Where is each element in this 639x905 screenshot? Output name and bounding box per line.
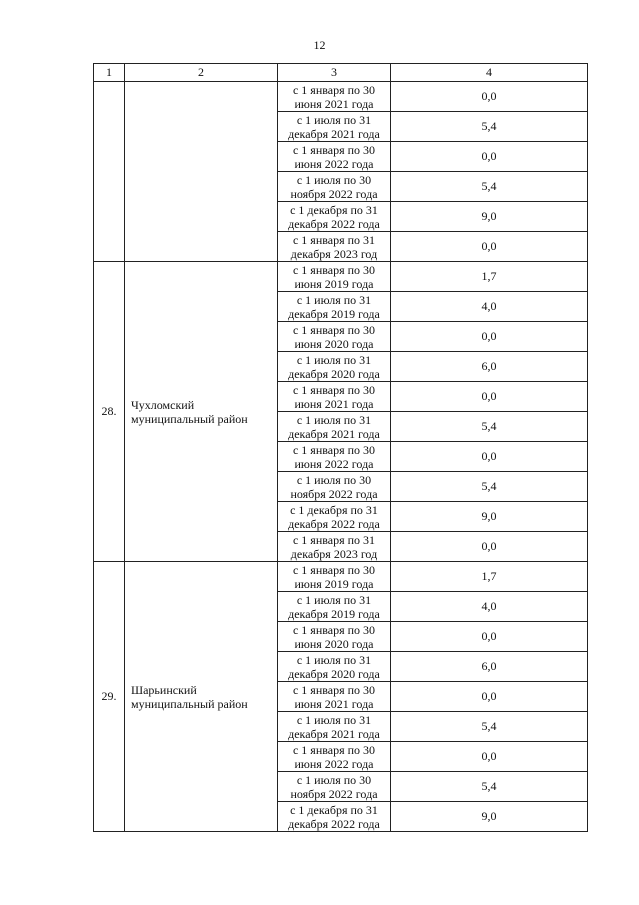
period-cell	[278, 322, 391, 352]
period-line: декабря 2019 года	[288, 606, 380, 621]
period-line: декабря 2021 года	[288, 426, 380, 441]
period-cell	[278, 532, 391, 562]
period-line: с 1 января по 31	[292, 232, 376, 247]
value-cell: 0,0	[391, 682, 588, 712]
value-cell: 5,4	[391, 112, 588, 142]
period-line: с 1 декабря по 31	[290, 802, 378, 817]
period-cell	[278, 562, 391, 592]
period-line: декабря 2023 год	[290, 246, 378, 261]
period-line: декабря 2023 год	[290, 546, 378, 561]
period-cell	[278, 592, 391, 622]
period-cell	[278, 802, 391, 832]
period-line: декабря 2022 года	[288, 216, 380, 231]
value-cell: 6,0	[391, 352, 588, 382]
period-cell	[278, 172, 391, 202]
row-number: 28.	[94, 262, 125, 562]
period-line: июня 2022 года	[294, 456, 374, 471]
period-cell	[278, 232, 391, 262]
period-line: с 1 декабря по 31	[290, 502, 378, 517]
period-line: с 1 июля по 30	[296, 772, 372, 787]
municipality-name-line: муниципальный район	[131, 411, 248, 426]
period-line: с 1 июля по 30	[296, 472, 372, 487]
value-cell: 1,7	[391, 262, 588, 292]
page-number: 12	[313, 38, 326, 52]
period-line: декабря 2020 года	[288, 666, 380, 681]
period-cell	[278, 682, 391, 712]
period-cell	[278, 352, 391, 382]
period-cell	[278, 742, 391, 772]
value-cell: 0,0	[391, 322, 588, 352]
row-number	[94, 82, 125, 262]
period-cell	[278, 112, 391, 142]
period-line: с 1 июля по 31	[296, 292, 372, 307]
municipality-name-line: Чухломский	[131, 397, 195, 412]
header-col-3: 3	[278, 64, 391, 82]
period-cell	[278, 712, 391, 742]
value-cell: 9,0	[391, 802, 588, 832]
value-cell: 1,7	[391, 562, 588, 592]
period-line: с 1 января по 30	[292, 622, 376, 637]
value-cell: 0,0	[391, 532, 588, 562]
header-col-4: 4	[391, 64, 588, 82]
table-row	[94, 562, 588, 592]
value-cell: 5,4	[391, 412, 588, 442]
period-line: ноября 2022 года	[290, 486, 378, 501]
header-row	[94, 64, 588, 82]
period-line: июня 2021 года	[294, 396, 374, 411]
period-cell	[278, 292, 391, 322]
municipality-name-line: Шарьинский	[131, 682, 197, 697]
value-cell: 0,0	[391, 742, 588, 772]
period-cell	[278, 202, 391, 232]
value-cell: 5,4	[391, 712, 588, 742]
period-line: с 1 января по 30	[292, 682, 376, 697]
period-line: июня 2021 года	[294, 96, 374, 111]
period-line: с 1 января по 30	[292, 322, 376, 337]
period-line: декабря 2019 года	[288, 306, 380, 321]
municipality-name-line: муниципальный район	[131, 696, 248, 711]
table-row	[94, 82, 588, 112]
header-col-2: 2	[125, 64, 278, 82]
period-line: с 1 января по 30	[292, 442, 376, 457]
period-line: с 1 января по 30	[292, 742, 376, 757]
period-line: июня 2021 года	[294, 696, 374, 711]
period-line: с 1 января по 30	[292, 142, 376, 157]
period-cell	[278, 412, 391, 442]
period-line: с 1 декабря по 31	[290, 202, 378, 217]
table-row	[94, 262, 588, 292]
period-cell	[278, 622, 391, 652]
period-line: ноября 2022 года	[290, 786, 378, 801]
period-line: с 1 июля по 31	[296, 712, 372, 727]
period-cell	[278, 82, 391, 112]
period-cell	[278, 262, 391, 292]
municipality-name	[125, 262, 278, 562]
period-line: июня 2019 года	[294, 576, 374, 591]
period-line: с 1 июля по 31	[296, 352, 372, 367]
period-cell	[278, 442, 391, 472]
value-cell: 0,0	[391, 232, 588, 262]
value-cell: 4,0	[391, 292, 588, 322]
period-cell	[278, 772, 391, 802]
period-line: с 1 января по 30	[292, 262, 376, 277]
period-line: с 1 июля по 30	[296, 172, 372, 187]
period-line: декабря 2021 года	[288, 726, 380, 741]
period-line: июня 2019 года	[294, 276, 374, 291]
value-cell: 5,4	[391, 472, 588, 502]
period-line: с 1 июля по 31	[296, 652, 372, 667]
period-line: с 1 января по 30	[292, 382, 376, 397]
value-cell: 0,0	[391, 382, 588, 412]
period-line: декабря 2022 года	[288, 816, 380, 831]
value-cell: 0,0	[391, 442, 588, 472]
value-cell: 0,0	[391, 622, 588, 652]
value-cell: 5,4	[391, 772, 588, 802]
value-cell: 5,4	[391, 172, 588, 202]
period-cell	[278, 472, 391, 502]
tariff-table-body	[94, 64, 588, 832]
period-line: июня 2022 года	[294, 756, 374, 771]
period-line: с 1 июля по 31	[296, 112, 372, 127]
tariff-table	[93, 63, 588, 832]
period-line: декабря 2021 года	[288, 126, 380, 141]
period-line: с 1 января по 31	[292, 532, 376, 547]
period-line: июня 2022 года	[294, 156, 374, 171]
period-line: ноября 2022 года	[290, 186, 378, 201]
period-cell	[278, 652, 391, 682]
value-cell: 9,0	[391, 202, 588, 232]
period-line: декабря 2022 года	[288, 516, 380, 531]
municipality-name	[125, 82, 278, 262]
period-line: с 1 июля по 31	[296, 592, 372, 607]
value-cell: 0,0	[391, 142, 588, 172]
value-cell: 9,0	[391, 502, 588, 532]
value-cell: 6,0	[391, 652, 588, 682]
period-line: июня 2020 года	[294, 336, 374, 351]
period-line: с 1 января по 30	[292, 562, 376, 577]
period-line: декабря 2020 года	[288, 366, 380, 381]
value-cell: 0,0	[391, 82, 588, 112]
period-line: июня 2020 года	[294, 636, 374, 651]
period-line: с 1 января по 30	[292, 82, 376, 97]
row-number: 29.	[94, 562, 125, 832]
period-cell	[278, 142, 391, 172]
value-cell: 4,0	[391, 592, 588, 622]
header-col-1: 1	[94, 64, 125, 82]
period-line: с 1 июля по 31	[296, 412, 372, 427]
municipality-name	[125, 562, 278, 832]
period-cell	[278, 382, 391, 412]
period-cell	[278, 502, 391, 532]
